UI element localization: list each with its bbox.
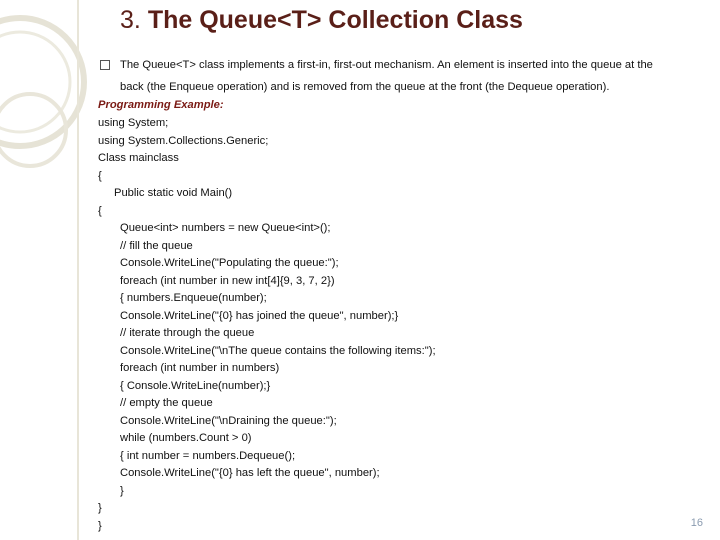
page-number: 16	[690, 517, 703, 529]
code-line: foreach (int number in numbers)	[120, 362, 280, 374]
code-line: Console.WriteLine("{0} has joined the queue", number);}	[120, 310, 399, 322]
example-heading: Programming Example:	[98, 99, 224, 111]
code-line: // iterate through the queue	[120, 327, 255, 339]
decorative-circles	[0, 0, 90, 540]
code-line: using System;	[98, 117, 169, 129]
title-number: 3.	[120, 6, 141, 34]
code-line: // empty the queue	[120, 397, 213, 409]
code-line: Console.WriteLine("Populating the queue:");	[120, 257, 339, 269]
code-line: { int number = numbers.Dequeue();	[120, 450, 296, 462]
code-line: Console.WriteLine("{0} has left the queue", number);	[120, 467, 380, 479]
bullet-text-cont: back (the Enqueue operation) and is removed from the queue at the front (the Dequeue operation).	[120, 81, 610, 93]
code-line: { Console.WriteLine(number);}	[120, 380, 271, 392]
code-line: Console.WriteLine("\nDraining the queue:");	[120, 415, 337, 427]
code-line: foreach (int number in new int[4]{9, 3, 7, 2})	[120, 275, 335, 287]
code-line: using System.Collections.Generic;	[98, 135, 269, 147]
title-text: The Queue<T> Collection Class	[147, 6, 523, 34]
code-line: while (numbers.Count > 0)	[120, 432, 252, 444]
slide-title	[120, 6, 523, 35]
bullet-square-icon	[100, 60, 110, 70]
bullet-text: The Queue<T> class implements a first-in, first-out mechanism. An element is inserted into the queue at the	[120, 59, 653, 71]
code-line: {	[98, 170, 102, 182]
code-line: Console.WriteLine("\nThe queue contains the following items:");	[120, 345, 436, 357]
code-line: }	[98, 520, 102, 532]
code-line: Class mainclass	[98, 152, 179, 164]
code-line: {	[98, 205, 102, 217]
code-line: Queue<int> numbers = new Queue<int>();	[120, 222, 331, 234]
code-line: Public static void Main()	[114, 187, 233, 199]
code-line: }	[98, 502, 102, 514]
code-line: // fill the queue	[120, 240, 193, 252]
code-line: }	[120, 485, 124, 497]
code-line: { numbers.Enqueue(number);	[120, 292, 267, 304]
